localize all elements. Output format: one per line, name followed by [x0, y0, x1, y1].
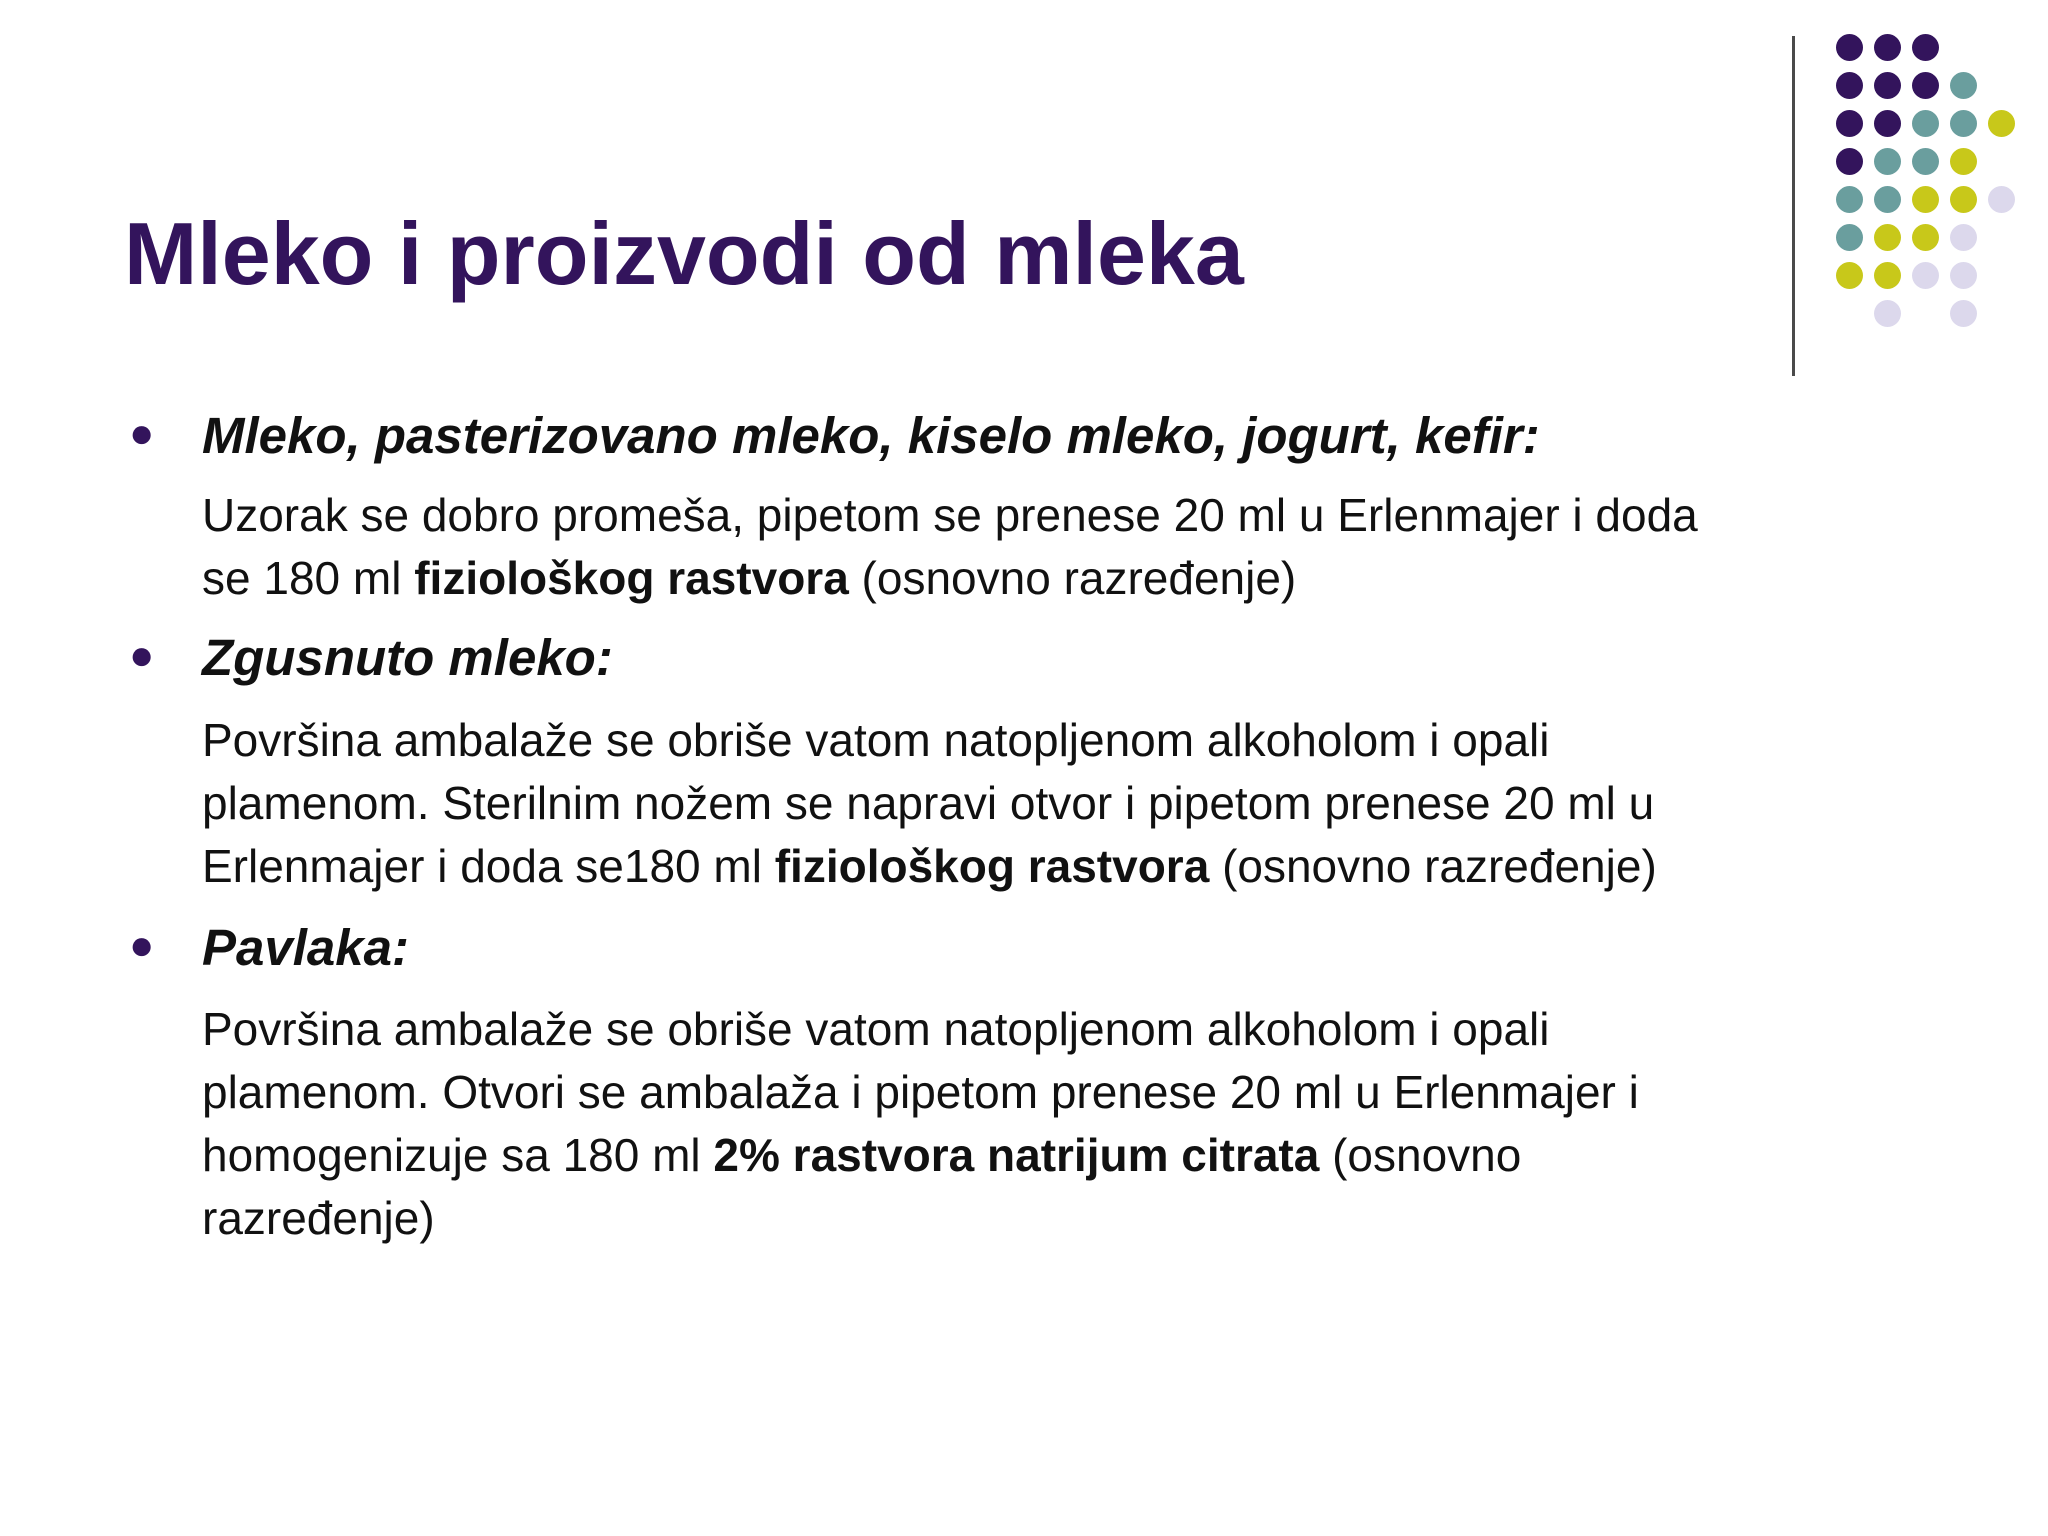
decorative-dot: [1874, 72, 1901, 99]
text-line: Površina ambalaže se obriše vatom natopljenom alkoholom i opali: [202, 1003, 1550, 1055]
text-line: Erlenmajer i doda se180 ml: [202, 840, 775, 892]
text-line: plamenom. Otvori se ambalaža i pipetom prenese 20 ml u Erlenmajer i: [202, 1066, 1639, 1118]
bold-text: fiziološkog rastvora: [414, 552, 849, 604]
decorative-dot: [1950, 110, 1977, 137]
section-heading: Mleko, pasterizovano mleko, kiselo mleko, jogurt, kefir:: [202, 407, 1540, 464]
text-line: Površina ambalaže se obriše vatom natopljenom alkoholom i opali: [202, 714, 1550, 766]
bullet-icon: ●: [129, 631, 155, 678]
bullet-icon: ●: [129, 409, 155, 456]
text-line: Uzorak se dobro promeša, pipetom se prenese 20 ml u Erlenmajer i doda: [202, 489, 1698, 541]
decorative-dot: [1874, 148, 1901, 175]
bullet-icon: ●: [129, 921, 155, 968]
decorative-dot: [1912, 34, 1939, 61]
decorative-dot: [1950, 262, 1977, 289]
decorative-dot: [1874, 186, 1901, 213]
decorative-dot: [1950, 224, 1977, 251]
decorative-dot: [1912, 262, 1939, 289]
vertical-divider: [1792, 36, 1795, 376]
decorative-dot: [1950, 72, 1977, 99]
decorative-dot: [1836, 72, 1863, 99]
decorative-dot: [1950, 148, 1977, 175]
section-body: [202, 998, 1902, 1250]
text-line: plamenom. Sterilnim nožem se napravi otvor i pipetom prenese 20 ml u: [202, 777, 1655, 829]
decorative-dot: [1874, 262, 1901, 289]
text-line: (osnovno razređenje): [1209, 840, 1657, 892]
decorative-dot: [1836, 148, 1863, 175]
decorative-dot: [1912, 186, 1939, 213]
slide-title: Mleko i proizvodi od mleka: [124, 204, 1244, 303]
decorative-dot: [1836, 186, 1863, 213]
text-line: se 180 ml: [202, 552, 415, 604]
decorative-dot: [1912, 224, 1939, 251]
bold-text: fiziološkog rastvora: [774, 840, 1210, 892]
decorative-dot: [1874, 224, 1901, 251]
decorative-dot: [1988, 110, 2015, 137]
text-line: homogenizuje sa 180 ml: [202, 1129, 714, 1181]
text-line: (osnovno: [1319, 1129, 1522, 1181]
decorative-dot: [1950, 186, 1977, 213]
decorative-dot: [1950, 300, 1977, 327]
decorative-dot: [1836, 34, 1863, 61]
decorative-dot: [1912, 110, 1939, 137]
section-body: [202, 484, 1902, 610]
decorative-dot: [1874, 110, 1901, 137]
bold-text: 2% rastvora natrijum citrata: [713, 1129, 1320, 1181]
section-heading: Zgusnuto mleko:: [202, 629, 613, 686]
decorative-dot: [1874, 34, 1901, 61]
decorative-dot: [1836, 224, 1863, 251]
text-line: (osnovno razređenje): [848, 552, 1297, 604]
decorative-dot: [1836, 110, 1863, 137]
decorative-dot: [1912, 148, 1939, 175]
decorative-dot: [1874, 300, 1901, 327]
text-line: razređenje): [202, 1192, 435, 1244]
decorative-dot: [1912, 72, 1939, 99]
section-body: [202, 709, 1902, 898]
decorative-dot: [1836, 262, 1863, 289]
decorative-dot: [1988, 186, 2015, 213]
section-heading: Pavlaka:: [202, 919, 409, 976]
